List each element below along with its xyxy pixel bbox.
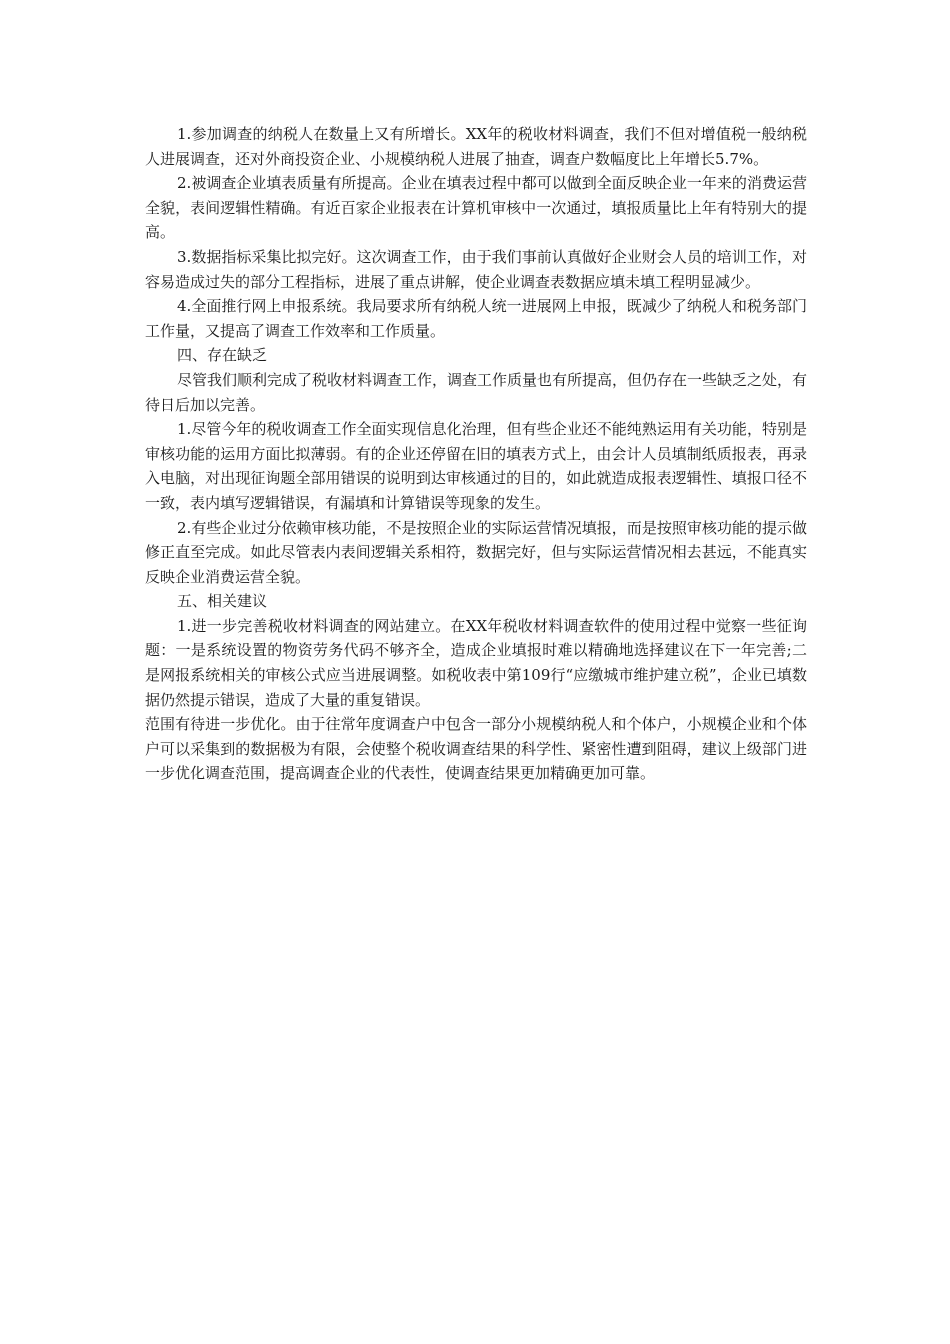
paragraph-shortcoming-1: 1.尽管今年的税收调查工作全面实现信息化治理，但有些企业还不能纯熟运用有关功能，特别是审核功能的运用方面比拟薄弱。有的企业还停留在旧的填表方式上，由会计人员填制纸质报表，再录入电脑，对出现征询题全部用错误的说明到达审核通过的目的，如此就造成报表逻辑性、填报口径不一致，表内填写逻辑错误，有漏填和计算错误等现象的发生。	[145, 420, 807, 512]
paragraph-shortcoming-2: 2.有些企业过分依赖审核功能，不是按照企业的实际运营情况填报，而是按照审核功能的提示做修正直至完成。如此尽管表内表间逻辑关系相符，数据完好，但与实际运营情况相去甚远，不能真实反映企业消费运营全貌。	[145, 518, 807, 586]
document-body	[145, 122, 807, 786]
paragraph-suggestion-1: 1.进一步完善税收材料调查的网站建立。在XX年税收材料调查软件的使用过程中觉察一些征询题：一是系统设置的物资劳务代码不够齐全，造成企业填报时难以精确地选择建议在下一年完善;二是网报系统相关的审核公式应当进展调整。如税收表中第109行“应缴城市维护建立税”，企业已填数据仍然提示错误，造成了大量的重复错误。	[145, 616, 807, 709]
paragraph-shortcomings-intro: 尽管我们顺利完成了税收材料调查工作，调查工作质量也有所提高，但仍存在一些缺乏之处，有待日后加以完善。	[145, 370, 808, 414]
paragraph-scope-optimization: 范围有待进一步优化。由于往常年度调查户中包含一部分小规模纳税人和个体户，小规模企业和个体户可以采集到的数据极为有限，会使整个税收调查结果的科学性、紧密性遭到阻碍，建议上级部门进一步优化调查范围，提高调查企业的代表性，使调查结果更加精确更加可靠。	[145, 715, 807, 783]
section-heading-suggestions: 五、相关建议	[177, 592, 268, 611]
paragraph-data-collection: 3.数据指标采集比拟完好。这次调查工作，由于我们事前认真做好企业财会人员的培训工作，对容易造成过失的部分工程指标，进展了重点讲解，使企业调查表数据应填未填工程明显减少。	[145, 247, 807, 291]
paragraph-participation-growth: 1.参加调查的纳税人在数量上又有所增长。XX年的税收材料调查，我们不但对增值税一般纳税人进展调查，还对外商投资企业、小规模纳税人进展了抽查，调查户数幅度比上年增长5.7%。	[145, 125, 807, 168]
paragraph-form-quality: 2.被调查企业填表质量有所提高。企业在填表过程中都可以做到全面反映企业一年来的消费运营全貌，表间逻辑性精确。有近百家企业报表在计算机审核中一次通过，填报质量比上年有特别大的提高。	[145, 174, 807, 242]
section-heading-shortcomings: 四、存在缺乏	[177, 346, 268, 365]
paragraph-online-filing: 4.全面推行网上申报系统。我局要求所有纳税人统一进展网上申报，既减少了纳税人和税务部门工作量，又提高了调查工作效率和工作质量。	[145, 297, 807, 340]
